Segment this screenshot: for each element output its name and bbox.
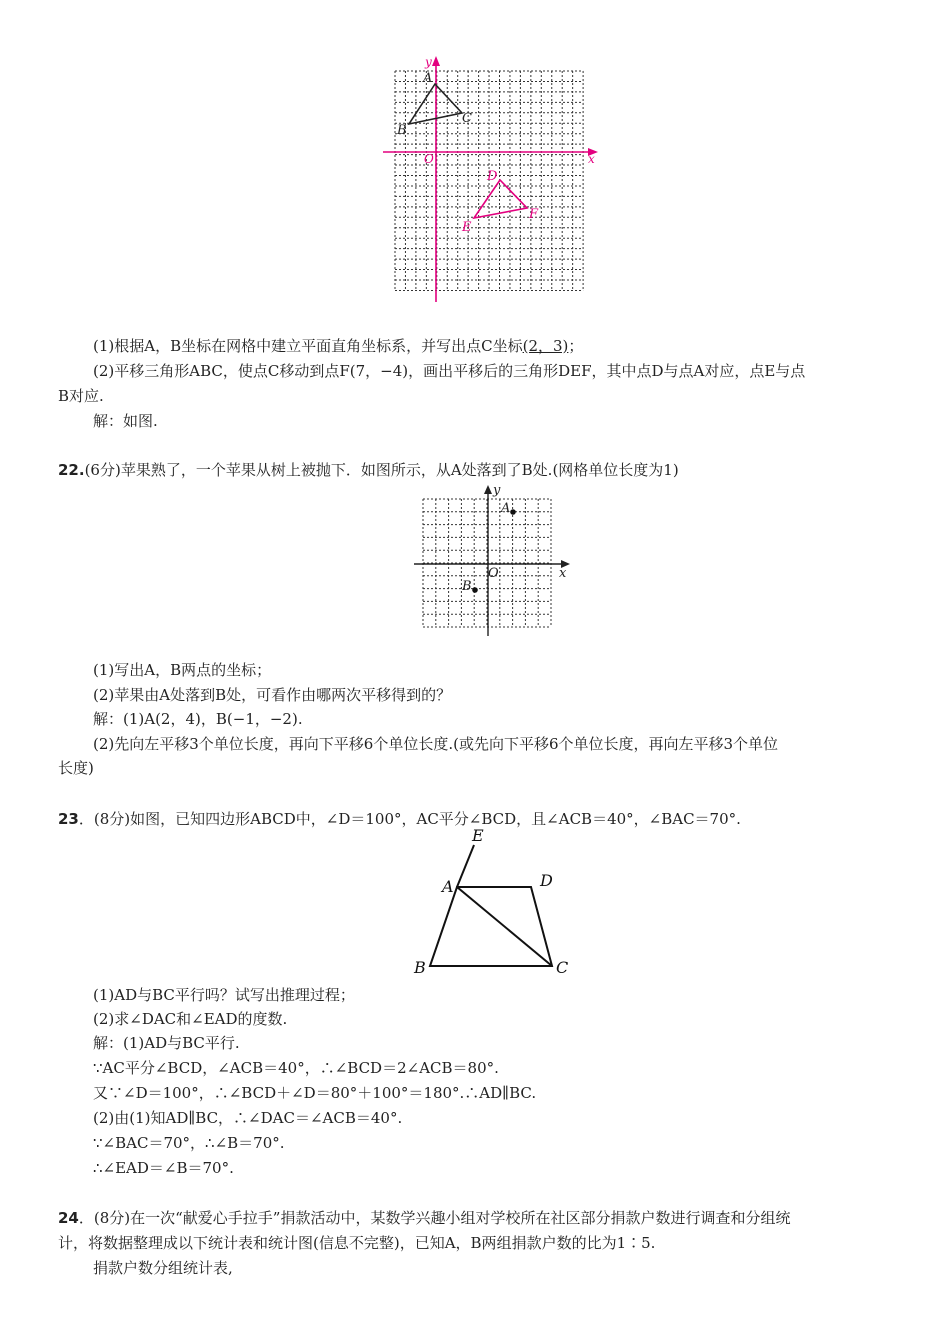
q24-table-caption: 捐款户数分组统计表, (93, 1259, 233, 1277)
q22-part2: (2)苹果由A处落到B处，可看作由哪两次平移得到的？ (93, 686, 452, 704)
q21-part2-line1: (2)平移三角形ABC，使点C移动到点F(7，−4)，画出平移后的三角形DEF，其中点D与点A对应，点E与点 (93, 362, 806, 380)
q24-number: 24 (58, 1209, 79, 1227)
figure-quadrilateral (405, 822, 580, 977)
q23-number: 23 (58, 810, 79, 828)
label-f: F (529, 207, 539, 222)
label-d: D (487, 169, 498, 184)
label-y-2: y (493, 483, 501, 498)
q22-stem (58, 460, 679, 480)
segment-ae (457, 845, 474, 887)
q24-stem-line1 (58, 1208, 790, 1228)
label-a-3: A (442, 877, 454, 896)
q22-part1: (1)写出A，B两点的坐标； (93, 661, 272, 679)
figure-coordinate-grid-triangles (380, 55, 605, 307)
q21-solution: 解：如图. (93, 412, 158, 430)
label-e: E (462, 220, 472, 235)
grid-dotted-2 (423, 499, 551, 627)
point-a (510, 509, 516, 515)
label-b-2: B (462, 579, 472, 594)
figure-apple-grid (410, 480, 575, 640)
q22-number: 22. (58, 461, 85, 479)
label-b-3: B (414, 958, 426, 977)
q24-stem-line2: 计，将数据整理成以下统计表和统计图(信息不完整)，已知A，B两组捐款户数的比为1∶5. (58, 1234, 656, 1252)
label-y: y (425, 55, 432, 69)
q23-stem (58, 809, 741, 829)
label-origin-2: O (488, 566, 499, 581)
q23-solution-line1: 解：(1)AD与BC平行. (93, 1034, 240, 1052)
q24-stem-text: ．(8分)在一次“献爱心手拉手”捐款活动中，某数学兴趣小组对学校所在社区部分捐款户数进行调查和分组统 (78, 1209, 791, 1227)
q23-solution-line6: ∴∠EAD＝∠B＝70°. (93, 1159, 234, 1177)
label-a-2: A (501, 501, 511, 516)
label-x: x (588, 152, 595, 166)
y-axis-arrow-2 (484, 485, 492, 494)
q22-solution2-line1: (2)先向左平移3个单位长度，再向下平移6个单位长度.(或先向下平移6个单位长度，再向左平移3个单位 (93, 735, 779, 753)
q23-stem-text: ．(8分)如图，已知四边形ABCD中，∠D＝100°，AC平分∠BCD，且∠ACB＝40°，∠BAC＝70°. (78, 810, 741, 828)
q23-solution-line3: 又∵∠D＝100°，∴∠BCD＋∠D＝80°＋100°＝180°.∴AD∥BC. (93, 1084, 537, 1102)
label-x-2: x (559, 566, 567, 581)
q23-solution-line2: ∵AC平分∠BCD，∠ACB＝40°，∴∠BCD＝2∠ACB＝80°. (93, 1059, 499, 1077)
q23-part2: (2)求∠DAC和∠EAD的度数. (93, 1010, 288, 1028)
q21-part1-text: (1)根据A，B坐标在网格中建立平面直角坐标系，并写出点C坐标 (93, 337, 523, 355)
label-d-3: D (540, 871, 553, 890)
label-c-3: C (556, 958, 569, 977)
point-b (472, 587, 478, 593)
q23-solution-line5: ∵∠BAC＝70°，∴∠B＝70°. (93, 1134, 285, 1152)
y-axis-arrow (432, 56, 440, 66)
diagonal-ac (457, 887, 552, 966)
q21-part2-line2: B对应. (58, 387, 104, 405)
q22-solution1: 解：(1)A(2，4)，B(−1，−2). (93, 710, 303, 728)
label-c: C (462, 111, 472, 126)
q21-part1-end: ； (568, 337, 584, 355)
q22-stem-text: (6分)苹果熟了，一个苹果从树上被抛下．如图所示，从A处落到了B处.(网格单位长度为1) (84, 461, 679, 479)
label-b: B (397, 123, 407, 138)
label-a: A (423, 71, 433, 86)
quadrilateral-abcd (430, 887, 552, 966)
q23-solution-line4: (2)由(1)知AD∥BC，∴∠DAC＝∠ACB＝40°. (93, 1109, 403, 1127)
q23-part1: (1)AD与BC平行吗？试写出推理过程； (93, 986, 355, 1004)
label-origin: O (424, 152, 434, 166)
q22-solution2-line2: 长度) (58, 759, 94, 777)
label-e-3: E (472, 826, 484, 845)
q21-part1-answer: (2，3) (522, 337, 569, 355)
q21-part1 (93, 336, 583, 356)
